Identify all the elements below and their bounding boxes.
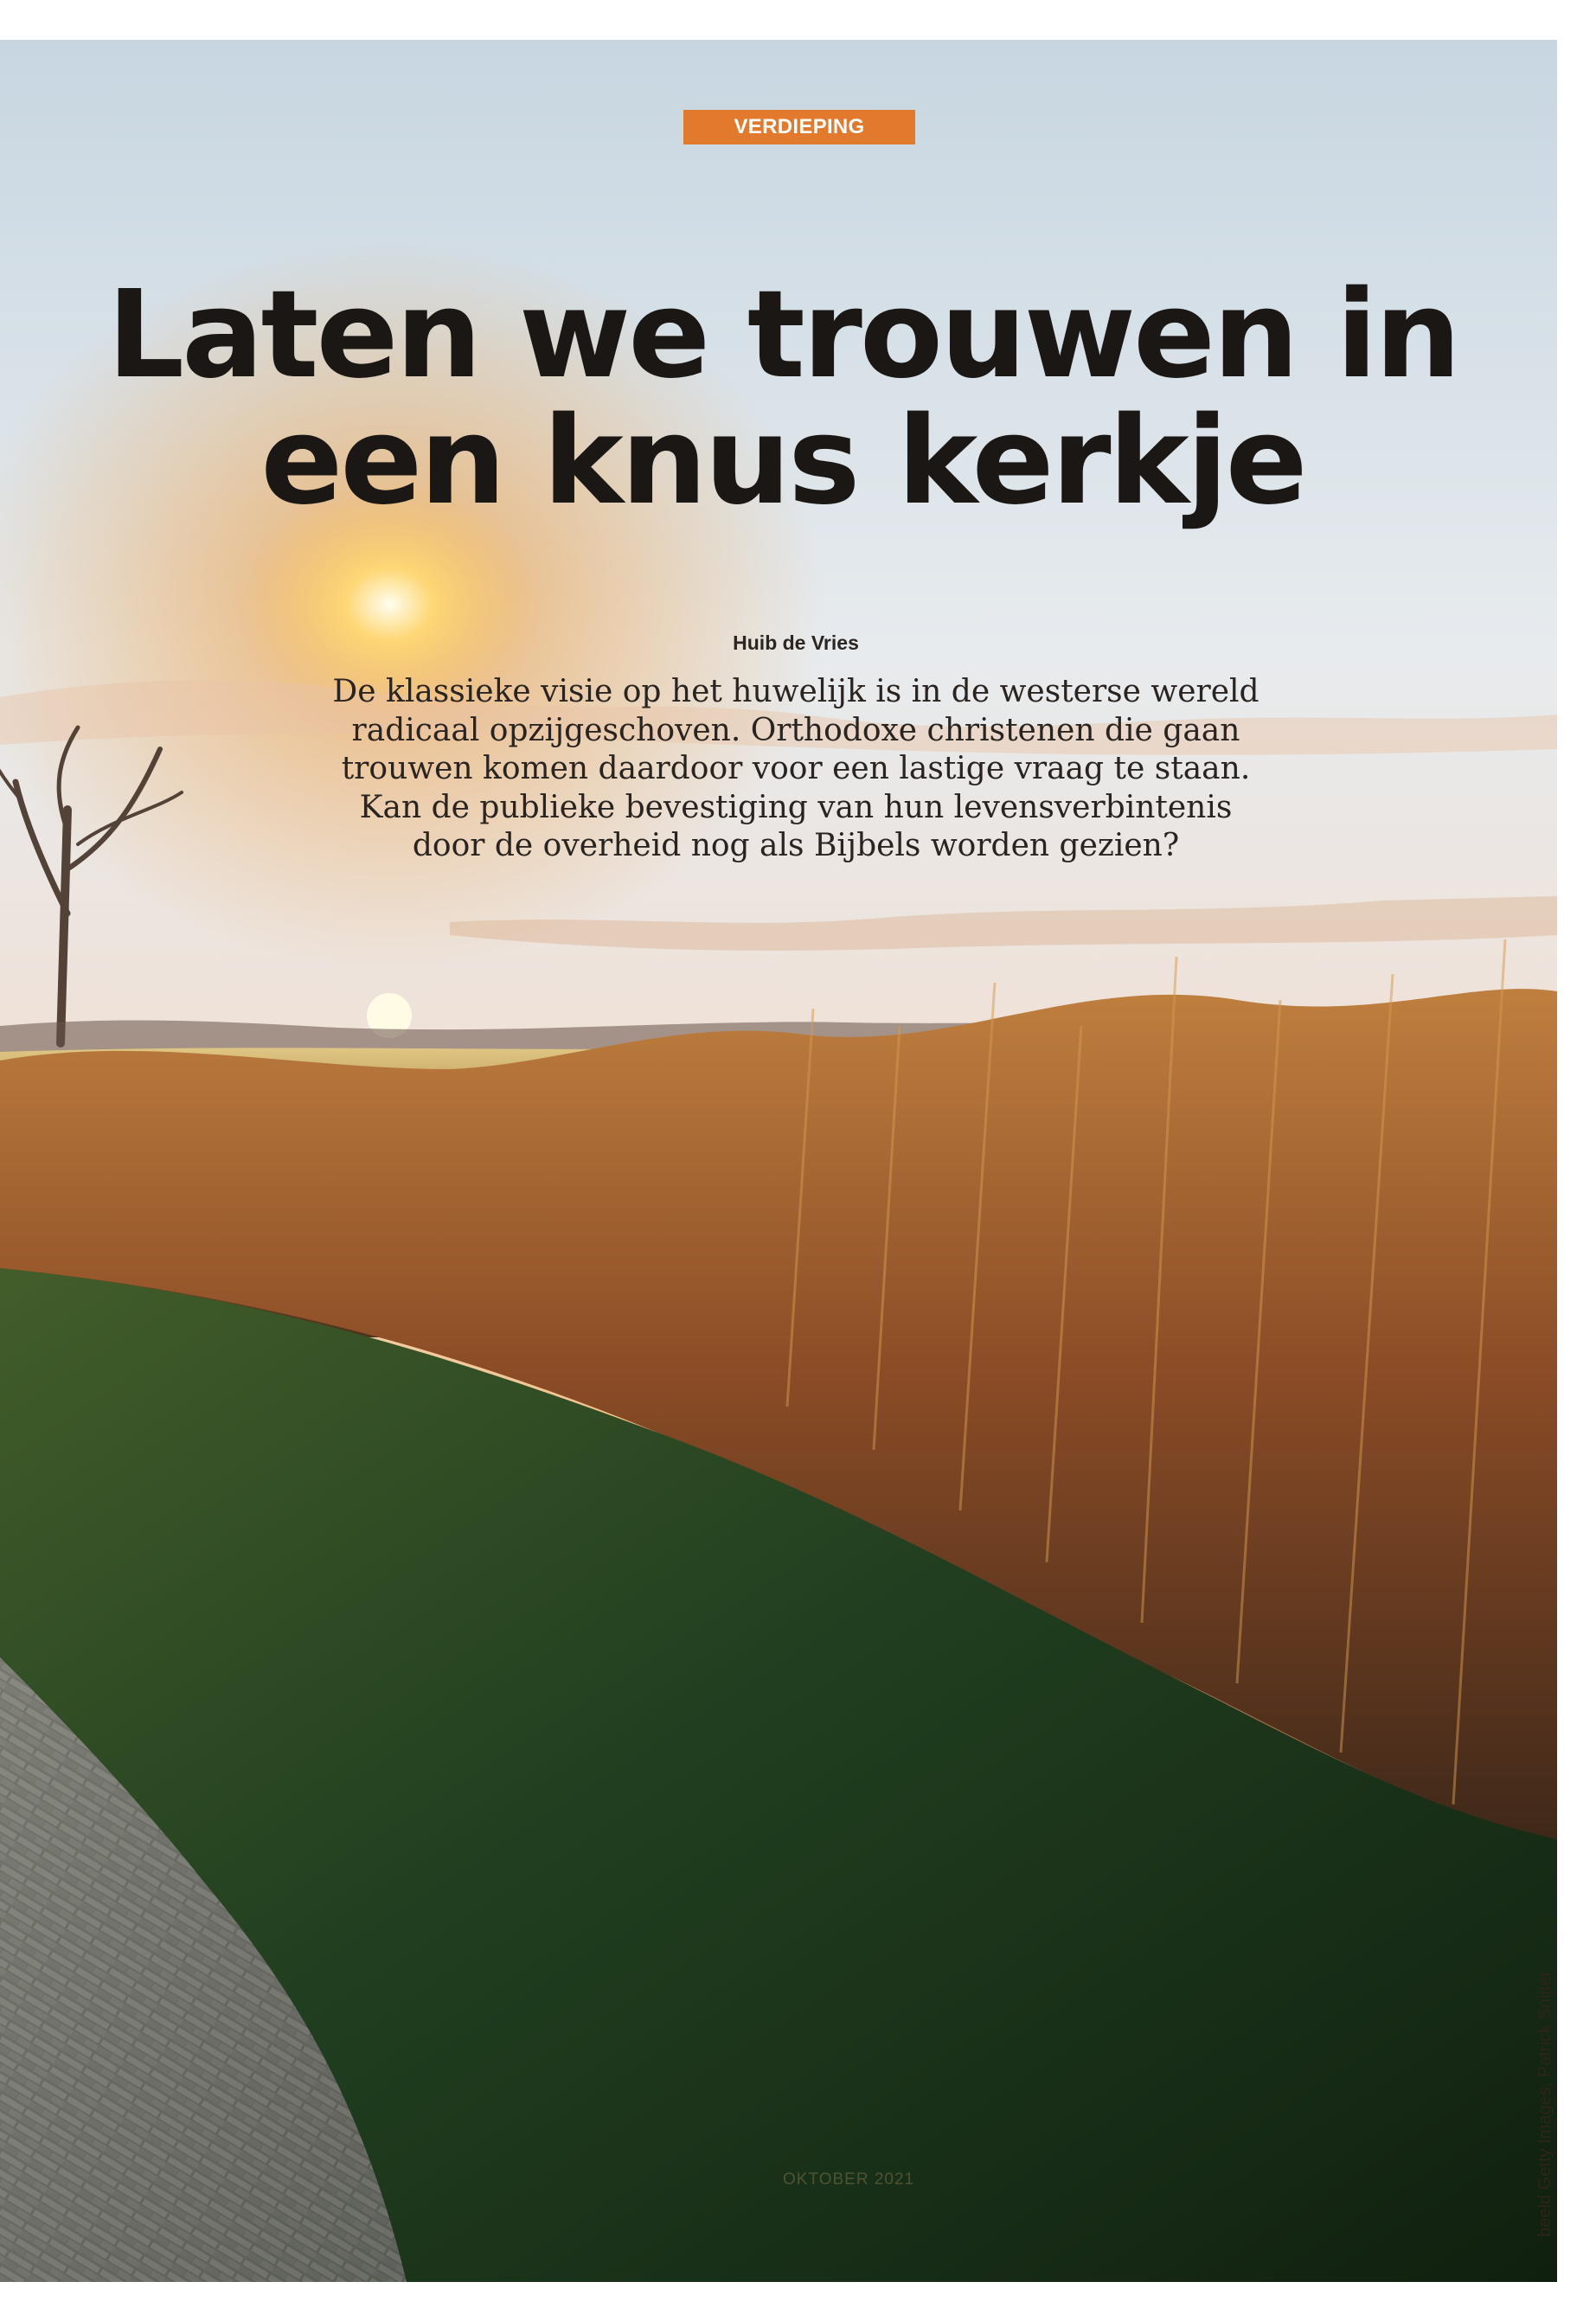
author-name: Huib de Vries xyxy=(733,631,859,654)
landscape-illustration xyxy=(0,40,1557,2282)
sunset-reed-photo xyxy=(0,40,1557,2282)
photo-credit: beeld Getty Images, Patrick Snijter xyxy=(1535,1971,1554,2237)
article-title-line-2: een knus kerkje xyxy=(260,391,1305,532)
intro-line-4: Kan de publieke bevestiging van hun levensverbintenis xyxy=(359,789,1233,825)
article-title-line-1: Laten we trouwen in xyxy=(106,265,1459,406)
intro-line-1: De klassieke visie op het huwelijk is in de westerse wereld xyxy=(332,674,1259,709)
section-tag: VERDIEPING xyxy=(683,110,915,144)
intro-line-5: door de overheid nog als Bijbels worden gezien? xyxy=(412,828,1180,863)
intro-line-2: radicaal opzijgeschoven. Orthodoxe christenen die gaan xyxy=(351,712,1240,748)
faded-footer-text: OKTOBER 2021 xyxy=(783,2170,915,2189)
intro-line-3: trouwen komen daardoor voor een lastige vraag te staan. xyxy=(341,751,1251,786)
